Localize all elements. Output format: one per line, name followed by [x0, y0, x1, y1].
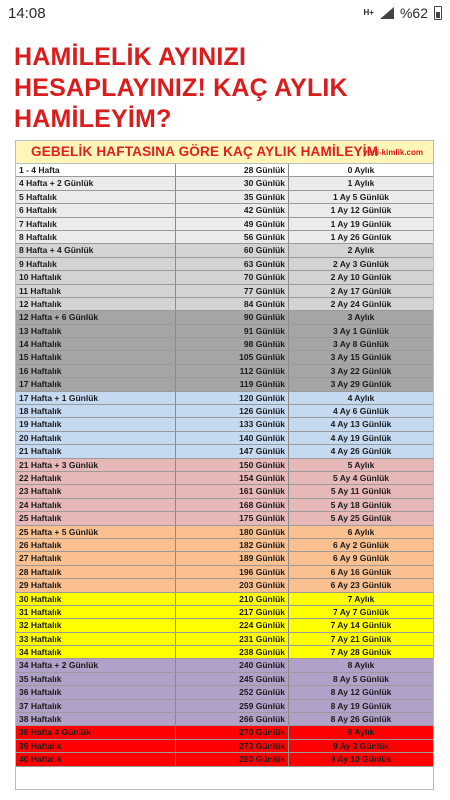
battery-icon — [434, 6, 442, 20]
pregnancy-month-table — [15, 140, 434, 790]
week-cell: 1 - 4 Hafta — [16, 164, 176, 176]
months-cell: 7 Aylık — [347, 593, 375, 604]
status-time: 14:08 — [8, 5, 46, 22]
months-cell: 2 Ay 17 Günlük — [330, 285, 392, 296]
table-row — [16, 526, 433, 539]
table-row — [16, 191, 433, 204]
months-cell: 1 Aylık — [347, 178, 375, 189]
table-row — [16, 378, 433, 391]
table-row — [16, 285, 433, 298]
table-row — [16, 659, 433, 672]
months-cell: 3 Ay 22 Günlük — [330, 365, 392, 376]
week-cell: 30 Haftalık — [16, 593, 176, 605]
week-cell: 14 Haftalık — [16, 338, 176, 350]
days-cell: 30 Günlük — [176, 177, 289, 189]
months-cell: 6 Ay 2 Günlük — [332, 539, 390, 550]
months-cell: 8 Ay 26 Günlük — [330, 714, 392, 725]
table-row — [16, 579, 433, 592]
days-cell: 266 Günlük — [176, 713, 289, 725]
table-row — [16, 298, 433, 311]
week-cell: 32 Haftalık — [16, 619, 176, 631]
table-row — [16, 177, 433, 190]
week-cell: 34 Hafta + 2 Günlük — [16, 659, 176, 671]
months-cell: 1 Ay 12 Günlük — [330, 205, 392, 216]
week-cell: 25 Haftalık — [16, 512, 176, 524]
table-row — [16, 552, 433, 565]
table-row — [16, 351, 433, 364]
days-cell: 245 Günlük — [176, 673, 289, 685]
days-cell: 35 Günlük — [176, 191, 289, 203]
months-cell: 5 Ay 18 Günlük — [330, 499, 392, 510]
week-cell: 22 Haftalık — [16, 472, 176, 484]
page-title: HAMİLELİK AYINIZI HESAPLAYINIZ! KAÇ AYLIK HAMİLEYİM? — [14, 43, 348, 133]
days-cell: 161 Günlük — [176, 485, 289, 497]
week-cell: 7 Haftalık — [16, 218, 176, 230]
months-cell: 2 Ay 3 Günlük — [332, 258, 390, 269]
months-cell: 9 Ay 3 Günlük — [332, 740, 390, 751]
table-row — [16, 512, 433, 525]
table-row — [16, 338, 433, 351]
days-cell: 231 Günlük — [176, 633, 289, 645]
days-cell: 150 Günlük — [176, 459, 289, 471]
days-cell: 42 Günlük — [176, 204, 289, 216]
months-cell: 4 Ay 6 Günlük — [332, 406, 390, 417]
days-cell: 91 Günlük — [176, 325, 289, 337]
network-type-label: H+ — [363, 8, 374, 17]
days-cell: 189 Günlük — [176, 552, 289, 564]
table-row — [16, 686, 433, 699]
week-cell: 31 Haftalık — [16, 606, 176, 618]
days-cell: 140 Günlük — [176, 432, 289, 444]
months-cell: 1 Ay 5 Günlük — [332, 191, 390, 202]
days-cell: 119 Günlük — [176, 378, 289, 390]
week-cell: 18 Haftalık — [16, 405, 176, 417]
days-cell: 133 Günlük — [176, 418, 289, 430]
week-cell: 23 Haftalık — [16, 485, 176, 497]
table-source: yeni-kimlik.com — [362, 148, 423, 157]
days-cell: 240 Günlük — [176, 659, 289, 671]
table-row — [16, 472, 433, 485]
months-cell: 3 Ay 1 Günlük — [332, 325, 390, 336]
days-cell: 56 Günlük — [176, 231, 289, 243]
table-row — [16, 365, 433, 378]
months-cell: 7 Ay 28 Günlük — [330, 647, 392, 658]
week-cell: 6 Haftalık — [16, 204, 176, 216]
table-row — [16, 566, 433, 579]
days-cell: 28 Günlük — [176, 164, 289, 176]
table-row — [16, 606, 433, 619]
week-cell: 38 Hafta 4 Günlük — [16, 726, 176, 738]
table-body — [16, 164, 433, 767]
week-cell: 13 Haftalık — [16, 325, 176, 337]
table-row — [16, 646, 433, 659]
table-row — [16, 392, 433, 405]
table-title: GEBELİK HAFTASINA GÖRE KAÇ AYLIK HAMİLEYİM — [31, 144, 379, 159]
months-cell: 7 Ay 7 Günlük — [332, 606, 390, 617]
days-cell: 217 Günlük — [176, 606, 289, 618]
table-row — [16, 633, 433, 646]
months-cell: 8 Ay 5 Günlük — [332, 673, 390, 684]
days-cell: 259 Günlük — [176, 700, 289, 712]
days-cell: 63 Günlük — [176, 258, 289, 270]
week-cell: 19 Haftalık — [16, 418, 176, 430]
days-cell: 90 Günlük — [176, 311, 289, 323]
months-cell: 8 Ay 12 Günlük — [330, 687, 392, 698]
months-cell: 5 Ay 4 Günlük — [332, 472, 390, 483]
days-cell: 105 Günlük — [176, 351, 289, 363]
months-cell: 9 Aylık — [347, 727, 375, 738]
table-row — [16, 244, 433, 257]
week-cell: 28 Haftalık — [16, 566, 176, 578]
days-cell: 182 Günlük — [176, 539, 289, 551]
table-header — [16, 141, 433, 164]
week-cell: 10 Haftalık — [16, 271, 176, 283]
days-cell: 270 Günlük — [176, 726, 289, 738]
week-cell: 12 Haftalık — [16, 298, 176, 310]
week-cell: 40 Haftalık — [16, 753, 176, 765]
week-cell: 17 Hafta + 1 Günlük — [16, 392, 176, 404]
months-cell: 6 Ay 16 Günlük — [330, 566, 392, 577]
months-cell: 3 Ay 8 Günlük — [332, 339, 390, 350]
week-cell: 34 Haftalık — [16, 646, 176, 658]
days-cell: 77 Günlük — [176, 285, 289, 297]
months-cell: 5 Ay 25 Günlük — [330, 513, 392, 524]
days-cell: 147 Günlük — [176, 445, 289, 457]
table-row — [16, 499, 433, 512]
week-cell: 15 Haftalık — [16, 351, 176, 363]
week-cell: 38 Haftalık — [16, 713, 176, 725]
week-cell: 21 Haftalık — [16, 445, 176, 457]
table-row — [16, 432, 433, 445]
status-bar — [0, 0, 450, 26]
week-cell: 11 Haftalık — [16, 285, 176, 297]
months-cell: 2 Aylık — [347, 245, 375, 256]
week-cell: 17 Haftalık — [16, 378, 176, 390]
months-cell: 6 Ay 9 Günlük — [332, 553, 390, 564]
months-cell: 7 Ay 14 Günlük — [330, 620, 392, 631]
table-row — [16, 325, 433, 338]
months-cell: 4 Aylık — [347, 392, 375, 403]
table-row — [16, 218, 433, 231]
battery-percent: %62 — [399, 5, 428, 21]
months-cell: 3 Ay 15 Günlük — [330, 352, 392, 363]
week-cell: 37 Haftalık — [16, 700, 176, 712]
signal-icon — [380, 7, 394, 19]
table-row — [16, 726, 433, 739]
months-cell: 7 Ay 21 Günlük — [330, 633, 392, 644]
week-cell: 27 Haftalık — [16, 552, 176, 564]
months-cell: 1 Ay 19 Günlük — [330, 218, 392, 229]
months-cell: 3 Ay 29 Günlük — [330, 379, 392, 390]
week-cell: 5 Haftalık — [16, 191, 176, 203]
table-row — [16, 231, 433, 244]
week-cell: 21 Hafta + 3 Günlük — [16, 459, 176, 471]
days-cell: 70 Günlük — [176, 271, 289, 283]
table-row — [16, 700, 433, 713]
table-row — [16, 204, 433, 217]
days-cell: 210 Günlük — [176, 593, 289, 605]
days-cell: 203 Günlük — [176, 579, 289, 591]
week-cell: 24 Haftalık — [16, 499, 176, 511]
week-cell: 8 Haftalık — [16, 231, 176, 243]
days-cell: 252 Günlük — [176, 686, 289, 698]
days-cell: 224 Günlük — [176, 619, 289, 631]
week-cell: 39 Haftalık — [16, 740, 176, 752]
days-cell: 112 Günlük — [176, 365, 289, 377]
table-row — [16, 271, 433, 284]
table-row — [16, 539, 433, 552]
days-cell: 154 Günlük — [176, 472, 289, 484]
table-row — [16, 418, 433, 431]
days-cell: 175 Günlük — [176, 512, 289, 524]
week-cell: 26 Haftalık — [16, 539, 176, 551]
week-cell: 8 Hafta + 4 Günlük — [16, 244, 176, 256]
table-row — [16, 485, 433, 498]
months-cell: 4 Ay 13 Günlük — [330, 419, 392, 430]
week-cell: 25 Hafta + 5 Günlük — [16, 526, 176, 538]
days-cell: 180 Günlük — [176, 526, 289, 538]
days-cell: 126 Günlük — [176, 405, 289, 417]
months-cell: 1 Ay 26 Günlük — [330, 231, 392, 242]
months-cell: 5 Aylık — [347, 459, 375, 470]
days-cell: 60 Günlük — [176, 244, 289, 256]
table-row — [16, 459, 433, 472]
days-cell: 238 Günlük — [176, 646, 289, 658]
table-row — [16, 258, 433, 271]
days-cell: 273 Günlük — [176, 740, 289, 752]
months-cell: 3 Aylık — [347, 312, 375, 323]
months-cell: 8 Aylık — [347, 660, 375, 671]
table-row — [16, 445, 433, 458]
week-cell: 4 Hafta + 2 Günlük — [16, 177, 176, 189]
months-cell: 6 Aylık — [347, 526, 375, 537]
days-cell: 49 Günlük — [176, 218, 289, 230]
months-cell: 6 Ay 23 Günlük — [330, 580, 392, 591]
days-cell: 196 Günlük — [176, 566, 289, 578]
months-cell: 0 Aylık — [347, 165, 375, 175]
days-cell: 98 Günlük — [176, 338, 289, 350]
months-cell: 2 Ay 24 Günlük — [330, 298, 392, 309]
table-row — [16, 311, 433, 324]
months-cell: 4 Ay 19 Günlük — [330, 432, 392, 443]
table-row — [16, 753, 433, 766]
table-row — [16, 619, 433, 632]
months-cell: 4 Ay 26 Günlük — [330, 446, 392, 457]
week-cell: 16 Haftalık — [16, 365, 176, 377]
days-cell: 280 Günlük — [176, 753, 289, 765]
week-cell: 36 Haftalık — [16, 686, 176, 698]
week-cell: 29 Haftalık — [16, 579, 176, 591]
table-row — [16, 713, 433, 726]
months-cell: 5 Ay 11 Günlük — [330, 486, 392, 497]
week-cell: 12 Hafta + 6 Günlük — [16, 311, 176, 323]
days-cell: 84 Günlük — [176, 298, 289, 310]
days-cell: 120 Günlük — [176, 392, 289, 404]
months-cell: 9 Ay 10 Günlük — [330, 754, 392, 765]
table-row — [16, 405, 433, 418]
week-cell: 9 Haftalık — [16, 258, 176, 270]
months-cell: 2 Ay 10 Günlük — [330, 272, 392, 283]
table-row — [16, 593, 433, 606]
table-row — [16, 673, 433, 686]
status-icons — [364, 5, 442, 21]
table-row — [16, 164, 433, 177]
week-cell: 20 Haftalık — [16, 432, 176, 444]
months-cell: 8 Ay 19 Günlük — [330, 700, 392, 711]
week-cell: 35 Haftalık — [16, 673, 176, 685]
days-cell: 168 Günlük — [176, 499, 289, 511]
table-row — [16, 740, 433, 753]
week-cell: 33 Haftalık — [16, 633, 176, 645]
